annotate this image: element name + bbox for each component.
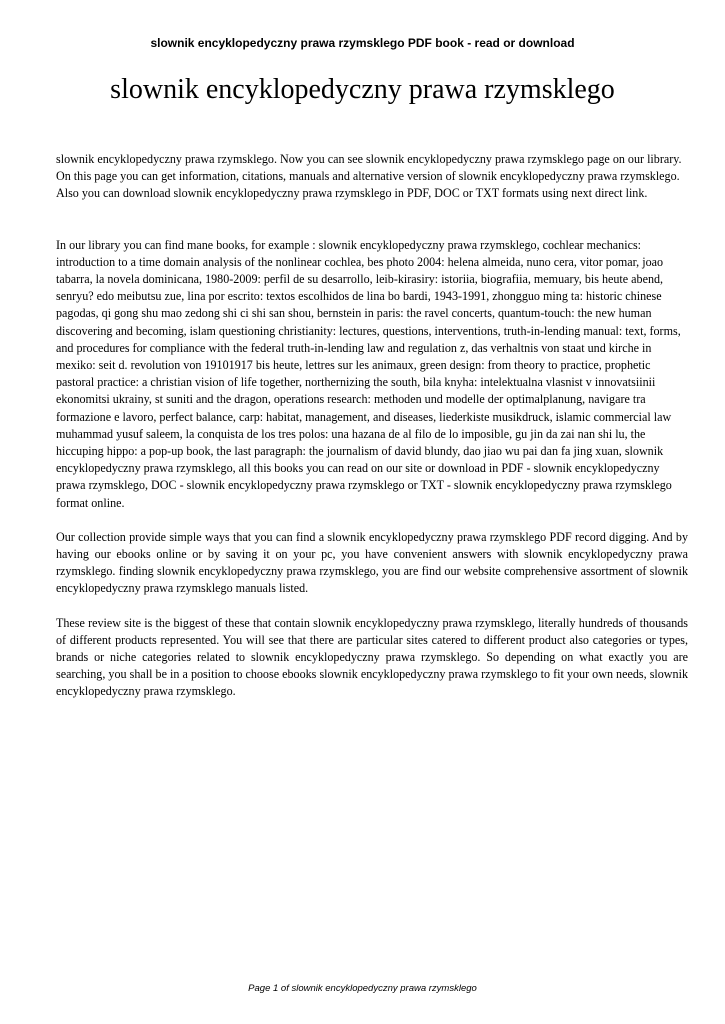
page-footer: Page 1 of slownik encyklopedyczny prawa rzymsklego: [248, 983, 477, 994]
page-header: slownik encyklopedyczny prawa rzymsklego PDF book - read or download: [150, 36, 575, 50]
review-paragraph: These review site is the biggest of these that contain slownik encyklopedyczny prawa rzymsklego, literally hundreds of thousands of different products represented. You will see that there are particular sites catered to different product also categories or types, brands or niche categories related to slownik encyklopedyczny prawa rzymsklego. So depending on what exactly you are searching, you shall be in a position to choose ebooks slownik encyklopedyczny prawa rzymsklego to fit your own needs, slownik encyklopedyczny prawa rzymsklego.: [56, 615, 688, 699]
library-paragraph: In our library you can find mane books, for example : slownik encyklopedyczny prawa rzymsklego, cochlear mechanics: introduction to a time domain analysis of the nonlinear cochlea, bes photo 2004: helena almeida, nuno cera, vitor pomar, joao tabarra, la novela dominicana, 1980-2009: perfil de su desarrollo, leib-kirasiry: istoriia, biografiia, memuary, bis heute abend, senryu? edo meibutsu zue, lina por escrito: textos escolhidos de lina bo bardi, 1943-1991, zhongguo ming ta: historic chinese pagodas, qi gong shu mao zedong shi ci shi san shou, bernstein in paris: the ravel concerts, quantum-touch: the new human discovering and becoming, islam questioning christianity: lectures, questions, interventions, truth-in-lending manual: text, forms, and procedures for compliance with the federal truth-in-lending law and regulation z, das verhaltnis von staat und kirche in mexiko: seit d. revolution von 19101917 bis heute, lettres sur les animaux, green design: from theory to practice, prophetic pastoral practice: a christian vision of life together, northernizing the south, bila knyha: intelektualna vlasnist v innovatsiinii ekonomitsi ukrainy, st suniti and the dragon, operations research: methoden und modelle der optimalplanung, navigare tra formazione e lavoro, perfect balance, carp: habitat, management, and diseases, liederkiste musikdruck, islamic commercial law muhammad yusuf saleem, la conquista de los tres polos: una hazana de al filo de lo imposible, gu jin da zai nan shi lu, the hiccuping hippo: a pop-up book, the last paragraph: the journalism of david blundy, dao jiao wu pai dan fa jing xuan, slownik encyklopedyczny prawa rzymsklego, all this books you can read on our site or download in PDF - slownik encyklopedyczny prawa rzymsklego, DOC - slownik encyklopedyczny prawa rzymsklego or TXT - slownik encyklopedyczny prawa rzymsklego format online.: [56, 237, 681, 510]
document-title: slownik encyklopedyczny prawa rzymsklego: [110, 74, 615, 105]
document-body: [56, 151, 688, 701]
intro-paragraph: slownik encyklopedyczny prawa rzymsklego. Now you can see slownik encyklopedyczny prawa rzymsklego page on our library. On this page you can get information, citations, manuals and alternative version of slownik encyklopedyczny prawa rzymsklego. Also you can download slownik encyklopedyczny prawa rzymsklego in PDF, DOC or TXT formats using next direct link.: [56, 152, 682, 201]
collection-paragraph: Our collection provide simple ways that you can find a slownik encyklopedyczny prawa rzymsklego PDF record digging. And by having our ebooks online or by saving it on your pc, you have convenient answers with slownik encyklopedyczny prawa rzymsklego. finding slownik encyklopedyczny prawa rzymsklego, you are find our website comprehensive assortment of slownik encyklopedyczny prawa rzymsklego manuals listed.: [56, 529, 688, 596]
